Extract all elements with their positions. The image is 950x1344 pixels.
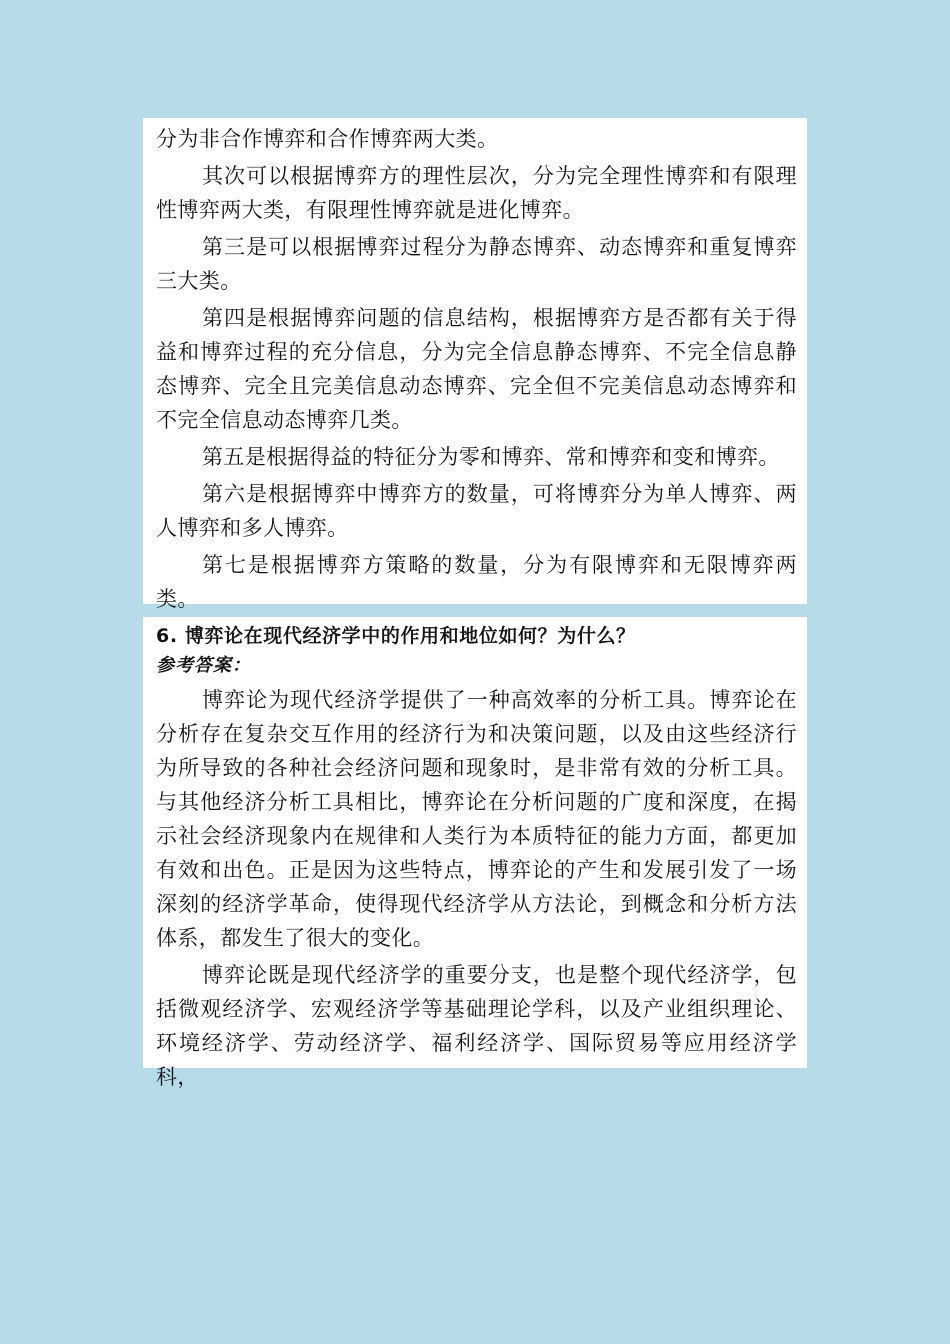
bottom-text-panel xyxy=(143,617,807,1089)
top-text-panel xyxy=(143,118,807,611)
answer-paragraph-1: 博弈论为现代经济学提供了一种高效率的分析工具。博弈论在分析存在复杂交互作用的经济行为和决策问题，以及由这些经济行为所导致的各种社会经济问题和现象时，是非常有效的分析工具。与其他经济分析工具相比，博弈论在分析问题的广度和深度，在揭示社会经济现象内在规律和人类行为本质特征的能力方面，都更加有效和出色。正是因为这些特点，博弈论的产生和发展引发了一场深刻的经济学革命，使得现代经济学从方法论，到概念和分析方法体系，都发生了很大的变化。 xyxy=(156,688,797,950)
paragraph-information: 第四是根据博弈问题的信息结构，根据博弈方是否都有关于得益和博弈过程的充分信息，分为完全信息静态博弈、不完全信息静态博弈、完全且完美信息动态博弈、完全但不完美信息动态博弈和不完全信息动态博弈几类。 xyxy=(156,306,797,432)
answer-paragraph-2: 博弈论既是现代经济学的重要分支，也是整个现代经济学，包括微观经济学、宏观经济学等基础理论学科，以及产业组织理论、环境经济学、劳动经济学、福利经济学、国际贸易等应用经济学科， xyxy=(156,963,797,1089)
paragraph-process: 第三是可以根据博弈过程分为静态博弈、动态博弈和重复博弈三大类。 xyxy=(156,235,797,293)
answer-label: 参考答案： xyxy=(156,655,251,676)
paragraph-payoff: 第五是根据得益的特征分为零和博弈、常和博弈和变和博弈。 xyxy=(202,445,780,469)
paragraph-rationality: 其次可以根据博弈方的理性层次，分为完全理性博弈和有限理性博弈两大类，有限理性博弈就是进化博弈。 xyxy=(156,164,797,222)
question-heading: 6. 博弈论在现代经济学中的作用和地位如何？为什么？ xyxy=(156,625,636,647)
paragraph-strategies: 第七是根据博弈方策略的数量，分为有限博弈和无限博弈两类。 xyxy=(156,553,797,611)
continued-paragraph: 分为非合作博弈和合作博弈两大类。 xyxy=(156,127,499,151)
paragraph-players: 第六是根据博弈中博弈方的数量，可将博弈分为单人博弈、两人博弈和多人博弈。 xyxy=(156,482,797,540)
